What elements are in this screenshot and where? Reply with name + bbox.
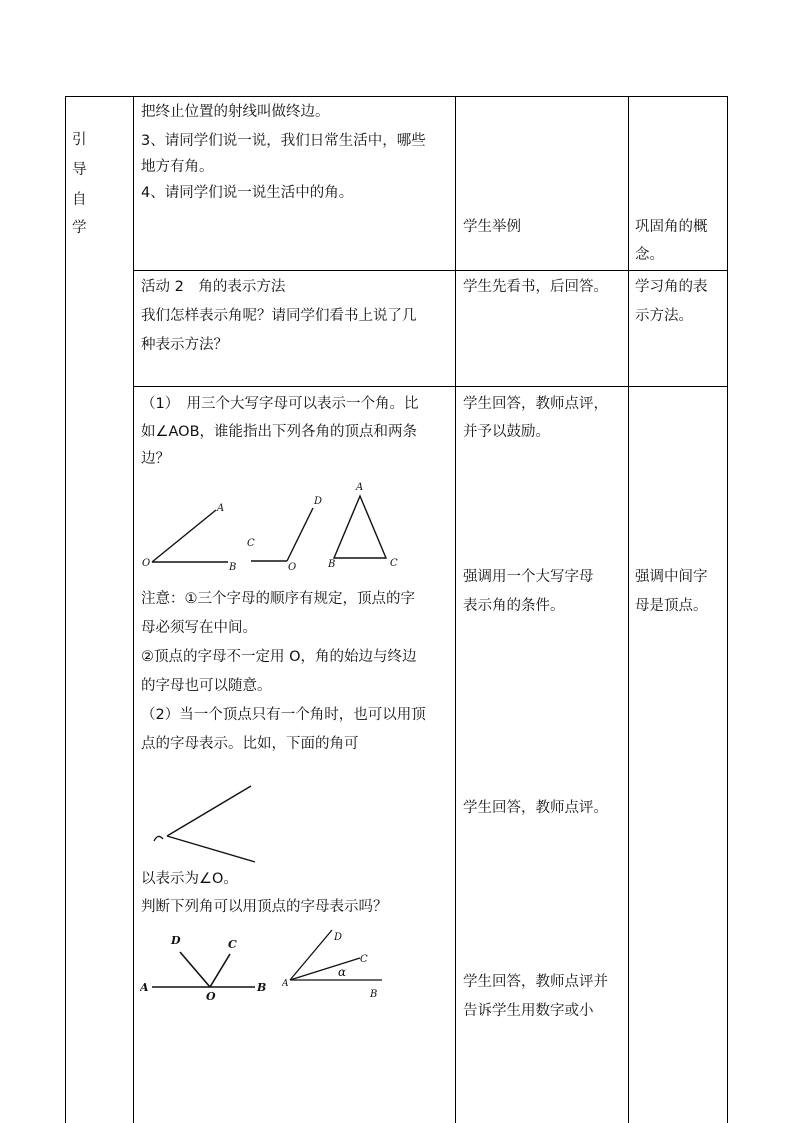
- vertex-label: D: [314, 496, 323, 507]
- intent-line: 母是顶点。: [635, 598, 708, 614]
- vertex-label: A: [356, 482, 364, 493]
- student-line: 表示角的条件。: [463, 598, 565, 614]
- row1-student-activity: 学生举例: [463, 219, 521, 235]
- intent-line: 强调中间字: [635, 569, 708, 585]
- content-line: 我们怎样表示角呢？请同学们看书上说了几: [141, 308, 417, 324]
- student-line: 强调用一个大写字母: [463, 569, 594, 585]
- vertex-label: B: [229, 562, 237, 573]
- vertex-label: B: [257, 981, 267, 994]
- vertex-label: B: [328, 559, 336, 570]
- angle-arc-icon: [154, 836, 163, 841]
- content-line: 以表示为∠O。: [141, 871, 238, 887]
- vertex-label: B: [370, 989, 378, 1000]
- table-border-right: [727, 96, 728, 1123]
- table-divider-col1: [133, 96, 134, 1123]
- content-line: 4、请同学们说一说生活中的角。: [141, 185, 354, 201]
- student-line: 学生回答，教师点评。: [463, 800, 608, 816]
- content-line: 活动 2 角的表示方法: [141, 279, 286, 295]
- angle-alpha-label: α: [338, 965, 347, 979]
- vertex-label: D: [171, 934, 181, 947]
- content-line: 种表示方法？: [141, 337, 228, 353]
- content-line: 点的字母表示。比如，下面的角可: [141, 736, 359, 752]
- content-line: ②顶点的字母不一定用 O，角的始边与终边: [141, 649, 417, 665]
- vertex-label: A: [282, 979, 289, 989]
- content-line: 3、请同学们说一说，我们日常生活中，哪些: [141, 133, 426, 149]
- content-line: （1） 用三个大写字母可以表示一个角。比: [141, 396, 419, 412]
- student-line: 并予以鼓励。: [463, 424, 550, 440]
- vertex-label: O: [206, 990, 216, 1002]
- student-line: 学生回答，教师点评并: [463, 974, 608, 990]
- section-label-char: 导: [72, 162, 87, 178]
- vertex-label: C: [247, 538, 255, 549]
- vertex-label: D: [334, 932, 343, 943]
- content-line: 地方有角。: [141, 159, 214, 175]
- content-line: 把终止位置的射线叫做终边。: [141, 104, 330, 120]
- section-label-char: 自: [72, 192, 87, 208]
- table-row-divider-1: [133, 270, 728, 271]
- content-line: 如∠AOB，谁能指出下列各角的顶点和两条: [141, 424, 418, 440]
- section-label-char: 学: [72, 220, 87, 236]
- angle-figure-rays-aob: [140, 930, 275, 1002]
- vertex-label: C: [390, 558, 398, 569]
- table-row-divider-2: [133, 386, 728, 387]
- student-line: 学生回答，教师点评，: [463, 396, 608, 412]
- angle-figure-cod: [243, 488, 328, 576]
- vertex-label: O: [288, 562, 297, 573]
- content-line: 判断下列角可以用顶点的字母表示吗？: [141, 899, 388, 915]
- angle-figure-aob: [138, 498, 238, 576]
- intent-line: 巩固角的概: [635, 219, 708, 235]
- content-line: 注意：①三个字母的顺序有规定，顶点的字: [141, 591, 415, 607]
- triangle-figure-abc: [328, 478, 408, 570]
- content-line: 边？: [141, 451, 170, 467]
- content-line: （2）当一个顶点只有一个角时，也可以用顶: [141, 707, 426, 723]
- single-angle-figure: [145, 780, 260, 866]
- table-border-left: [65, 96, 66, 1123]
- vertex-label: A: [140, 981, 149, 994]
- vertex-label: C: [360, 954, 368, 965]
- vertex-label: A: [217, 503, 225, 514]
- vertex-label: C: [228, 938, 237, 951]
- student-line: 告诉学生用数字或小: [463, 1003, 594, 1019]
- table-divider-col3: [628, 96, 629, 1123]
- intent-line: 念。: [635, 247, 664, 263]
- intent-line: 学习角的表: [635, 279, 708, 295]
- intent-line: 示方法。: [635, 308, 693, 324]
- vertex-label: O: [142, 558, 151, 569]
- content-line: 的字母也可以随意。: [141, 678, 272, 694]
- table-divider-col2: [455, 96, 456, 1123]
- section-label-char: 引: [72, 132, 87, 148]
- angle-figure-alpha: [282, 920, 392, 1002]
- row2-student-activity: 学生先看书，后回答。: [463, 279, 608, 295]
- table-border-top: [65, 96, 728, 97]
- content-line: 母必须写在中间。: [141, 620, 257, 636]
